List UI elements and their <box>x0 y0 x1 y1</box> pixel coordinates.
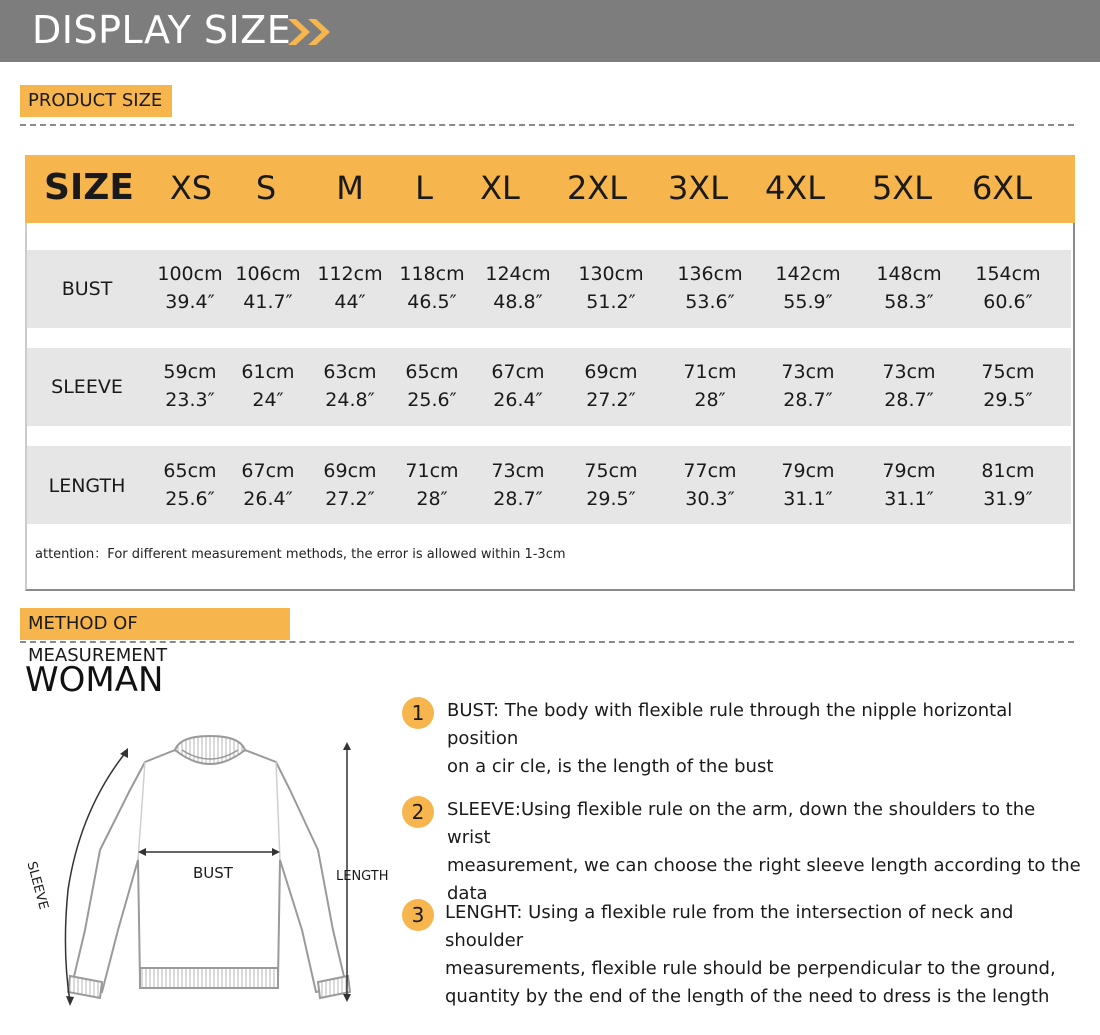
cell-inch: 26.4″ <box>493 389 543 411</box>
table-cell <box>491 457 544 513</box>
table-cell <box>491 358 544 414</box>
number-badge: 3 <box>402 899 434 931</box>
row-label-length: LENGTH <box>48 475 126 497</box>
method-text <box>447 697 1082 781</box>
method-line: quantity by the end of the length of the need to dress is the length <box>445 986 1050 1007</box>
method-line: measurements, flexible rule should be perpendicular to the ground, <box>445 958 1056 979</box>
table-cell <box>578 260 643 316</box>
cell-inch: 51.2″ <box>586 291 636 313</box>
cell-inch: 46.5″ <box>407 291 457 313</box>
cell-inch: 28.7″ <box>493 488 543 510</box>
size-header-cell: 6XL <box>971 169 1033 207</box>
table-cell <box>775 260 840 316</box>
method-line: BUST: The body with flexible rule through the nipple horizontal position <box>447 700 1013 749</box>
section-divider <box>20 641 1074 643</box>
cell-cm: 73cm <box>882 361 936 383</box>
cell-cm: 79cm <box>781 460 835 482</box>
table-cell <box>399 260 464 316</box>
double-chevron-right-icon <box>288 17 338 47</box>
number-badge: 2 <box>402 796 434 828</box>
cell-cm: 81cm <box>981 460 1035 482</box>
cell-cm: 73cm <box>491 460 545 482</box>
cell-cm: 136cm <box>677 263 743 285</box>
cell-cm: 148cm <box>876 263 942 285</box>
table-cell <box>981 358 1034 414</box>
cell-cm: 65cm <box>163 460 217 482</box>
table-cell <box>781 358 834 414</box>
cell-cm: 71cm <box>683 361 737 383</box>
cell-cm: 69cm <box>323 460 377 482</box>
cell-inch: 25.6″ <box>165 488 215 510</box>
table-cell <box>241 457 294 513</box>
row-label-sleeve: SLEEVE <box>51 376 123 398</box>
diagram-sleeve-label: SLEEVE <box>23 860 51 912</box>
table-cell <box>405 457 458 513</box>
size-header-cell: 5XL <box>871 169 933 207</box>
cell-inch: 31.9″ <box>983 488 1033 510</box>
method-text <box>447 796 1082 908</box>
table-cell <box>683 457 736 513</box>
cell-cm: 154cm <box>975 263 1041 285</box>
table-cell <box>323 457 376 513</box>
size-header-cell: S <box>255 169 277 207</box>
table-cell <box>163 457 216 513</box>
cell-cm: 106cm <box>235 263 301 285</box>
cell-inch: 28″ <box>416 488 448 510</box>
table-cell <box>163 358 216 414</box>
cell-inch: 58.3″ <box>884 291 934 313</box>
cell-inch: 28.7″ <box>783 389 833 411</box>
table-cell <box>981 457 1034 513</box>
display-size-banner <box>0 0 1100 62</box>
table-cell <box>677 260 742 316</box>
table-cell <box>882 358 935 414</box>
table-cell <box>323 358 376 414</box>
cell-cm: 112cm <box>317 263 383 285</box>
cell-inch: 24″ <box>252 389 284 411</box>
cell-inch: 27.2″ <box>325 488 375 510</box>
cell-inch: 30.3″ <box>685 488 735 510</box>
diagram-bust-label: BUST <box>193 864 233 882</box>
table-cell <box>781 457 834 513</box>
method-line: SLEEVE:Using flexible rule on the arm, down the shoulders to the wrist <box>447 799 1036 848</box>
number-badge: 1 <box>402 697 434 729</box>
size-header-cell: XS <box>169 169 213 207</box>
table-cell <box>235 260 300 316</box>
cell-inch: 29.5″ <box>586 488 636 510</box>
cell-cm: 77cm <box>683 460 737 482</box>
cell-inch: 60.6″ <box>983 291 1033 313</box>
table-cell <box>975 260 1040 316</box>
cell-inch: 26.4″ <box>243 488 293 510</box>
size-header-cell: XL <box>480 169 520 207</box>
method-text <box>445 899 1080 1011</box>
cell-cm: 142cm <box>775 263 841 285</box>
size-header-row <box>25 155 1075 223</box>
cell-inch: 31.1″ <box>884 488 934 510</box>
table-cell <box>405 358 458 414</box>
size-header-cell: 3XL <box>667 169 729 207</box>
banner-title: DISPLAY SIZE <box>32 8 292 52</box>
row-label-bust: BUST <box>61 278 113 300</box>
cell-inch: 53.6″ <box>685 291 735 313</box>
table-cell <box>876 260 941 316</box>
size-header-cell: M <box>336 169 364 207</box>
table-cell <box>157 260 222 316</box>
cell-inch: 44″ <box>334 291 366 313</box>
cell-cm: 63cm <box>323 361 377 383</box>
cell-cm: 100cm <box>157 263 223 285</box>
cell-inch: 55.9″ <box>783 291 833 313</box>
cell-inch: 29.5″ <box>983 389 1033 411</box>
cell-cm: 59cm <box>163 361 217 383</box>
table-cell <box>241 358 294 414</box>
size-header-cell: 2XL <box>566 169 628 207</box>
product-size-tag: PRODUCT SIZE <box>20 85 172 117</box>
cell-cm: 124cm <box>485 263 551 285</box>
cell-cm: 130cm <box>578 263 644 285</box>
table-cell <box>485 260 550 316</box>
cell-cm: 75cm <box>981 361 1035 383</box>
cell-cm: 69cm <box>584 361 638 383</box>
cell-cm: 73cm <box>781 361 835 383</box>
cell-cm: 65cm <box>405 361 459 383</box>
cell-inch: 27.2″ <box>586 389 636 411</box>
section-divider <box>20 124 1074 126</box>
cell-inch: 25.6″ <box>407 389 457 411</box>
size-header-cell: L <box>415 169 433 207</box>
method-line: on a cir cle, is the length of the bust <box>447 756 774 777</box>
cell-inch: 28.7″ <box>884 389 934 411</box>
cell-inch: 31.1″ <box>783 488 833 510</box>
table-cell <box>317 260 382 316</box>
gender-heading: WOMAN <box>25 660 164 700</box>
attention-note: attention：For different measurement methods, the error is allowed within 1-3cm <box>35 547 566 562</box>
size-header-label: SIZE <box>43 167 135 208</box>
table-cell <box>584 457 637 513</box>
method-tag: METHOD OF MEASUREMENT <box>20 608 290 640</box>
cell-cm: 71cm <box>405 460 459 482</box>
cell-inch: 24.8″ <box>325 389 375 411</box>
cell-inch: 41.7″ <box>243 291 293 313</box>
cell-inch: 48.8″ <box>493 291 543 313</box>
size-header-cell: 4XL <box>764 169 826 207</box>
diagram-length-label: LENGTH <box>336 869 389 884</box>
cell-cm: 61cm <box>241 361 295 383</box>
method-line: LENGHT: Using a flexible rule from the intersection of neck and shoulder <box>445 902 1014 951</box>
cell-cm: 118cm <box>399 263 465 285</box>
cell-cm: 67cm <box>491 361 545 383</box>
table-cell <box>683 358 736 414</box>
cell-inch: 39.4″ <box>165 291 215 313</box>
cell-cm: 67cm <box>241 460 295 482</box>
method-line: measurement, we can choose the right sleeve length according to the <box>447 855 1081 876</box>
cell-cm: 75cm <box>584 460 638 482</box>
cell-inch: 23.3″ <box>165 389 215 411</box>
cell-cm: 79cm <box>882 460 936 482</box>
table-cell <box>584 358 637 414</box>
method-line: data <box>447 883 488 904</box>
table-cell <box>882 457 935 513</box>
cell-inch: 28″ <box>694 389 726 411</box>
